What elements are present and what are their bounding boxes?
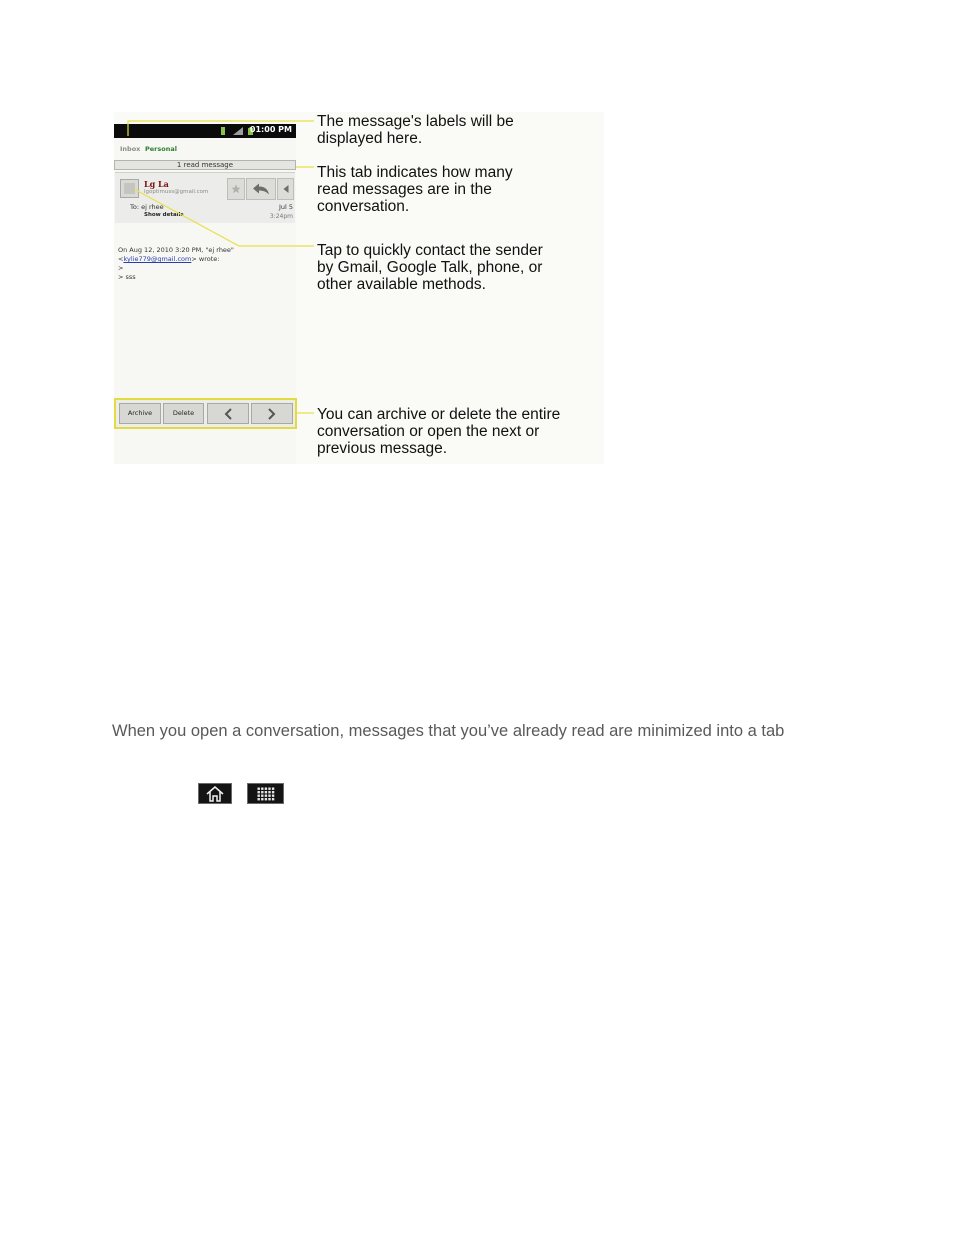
label-inbox[interactable]: Inbox xyxy=(120,145,141,153)
read-messages-tab[interactable]: 1 read message xyxy=(114,160,296,170)
body-paragraph: When you open a conversation, messages that you’ve already read are minimized into a tab xyxy=(112,722,785,740)
message-date: Jul 5 xyxy=(278,203,293,211)
callout-actions: You can archive or delete the entire conversation or open the next or previous message. xyxy=(317,406,561,457)
callout-labels: The message's labels will be displayed here. xyxy=(317,113,514,147)
home-key-icon xyxy=(205,786,225,802)
delete-button[interactable]: Delete xyxy=(163,403,204,424)
show-details-link[interactable]: Show details xyxy=(144,212,184,218)
quote-line: > sss xyxy=(118,273,136,281)
callout-contact: Tap to quickly contact the sender by Gmail, Google Talk, phone, or other available methods. xyxy=(317,242,543,293)
quote-email-link[interactable]: kylie779@gmail.com xyxy=(123,255,192,263)
home-key xyxy=(198,783,232,804)
quote-line: > xyxy=(118,264,124,272)
apps-key-icon xyxy=(257,787,274,800)
to-line: To: ej rhee xyxy=(130,203,164,211)
label-personal[interactable]: Personal xyxy=(145,145,177,153)
message-time: 3:24pm xyxy=(269,213,293,220)
apps-key xyxy=(247,783,284,804)
quote-header: On Aug 12, 2010 3:20 PM, "ej rhee" xyxy=(118,246,234,254)
sender-name: Lg La xyxy=(144,179,169,189)
gmail-conversation-screenshot xyxy=(114,112,604,464)
callout-read-tab: This tab indicates how many read messages are in the conversation. xyxy=(317,164,513,215)
quote-sender-line: <kylie779@gmail.com> wrote: xyxy=(118,255,220,263)
status-time: 01:00 PM xyxy=(249,125,292,134)
archive-button[interactable]: Archive xyxy=(119,403,161,424)
sender-email: lgoptimuss@gmail.com xyxy=(144,189,209,195)
